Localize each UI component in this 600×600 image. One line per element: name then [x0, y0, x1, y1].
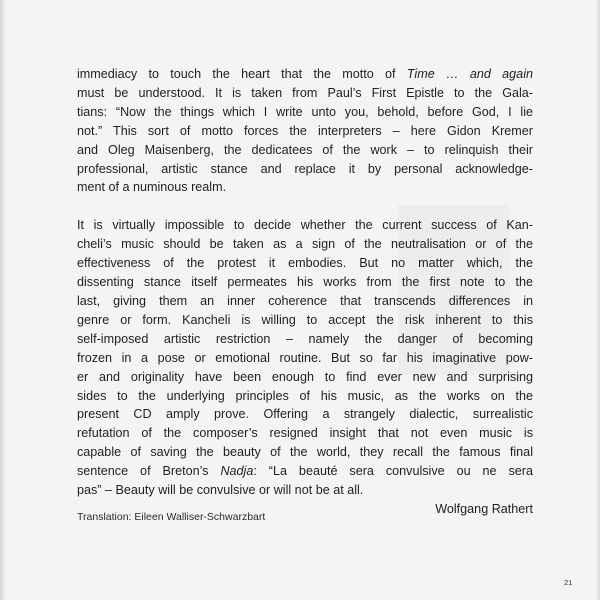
- text-line: [77, 311, 533, 330]
- text-run: frozen in a pose or emotional routine. But so far his imaginative pow-: [77, 350, 533, 365]
- italic-title: Time … and again: [406, 67, 533, 81]
- paragraph-motto: [77, 65, 533, 197]
- page-number: 21: [564, 578, 573, 587]
- text-line: [77, 235, 533, 254]
- text-line: [77, 122, 533, 141]
- text-run: immediacy to touch the heart that the motto of: [77, 67, 407, 81]
- italic-title: Nadja: [220, 464, 254, 479]
- text-line: [77, 273, 533, 292]
- text-run: tians: “Now the things which I write unto you, behold, before God, I lie: [77, 104, 533, 119]
- text-run: not.” This sort of motto forces the interpreters – here Gidon Kremer: [77, 123, 533, 138]
- text-line: [77, 178, 533, 197]
- text-line: [77, 368, 533, 387]
- text-run: It is virtually impossible to decide whether the current success of Kan-: [77, 218, 533, 233]
- text-line: [77, 216, 533, 235]
- author-signature: Wolfgang Rathert: [435, 501, 533, 516]
- translation-credit: Translation: Eileen Walliser-Schwarzbart: [77, 511, 266, 523]
- text-line: [77, 424, 533, 443]
- paragraph-gap: [77, 197, 533, 216]
- text-line: [77, 330, 533, 349]
- text-run: dissenting stance itself permeates his works from the first note to the: [77, 275, 533, 290]
- text-run: sentence of Breton’s: [77, 464, 221, 479]
- text-run: professional, artistic stance and replace it by personal acknowledge-: [77, 161, 533, 176]
- text-line: [77, 254, 533, 273]
- text-run: last, giving them an inner coherence that transcends differences in: [77, 293, 533, 308]
- text-run: effectiveness of the protest it embodies. But no matter which, the: [77, 256, 533, 271]
- text-run: genre or form. Kancheli is willing to accept the risk inherent to this: [77, 312, 533, 327]
- text-run: sides to the underlying principles of his music, as the works on the: [77, 388, 533, 403]
- text-line: [77, 84, 533, 103]
- text-line: [77, 349, 533, 368]
- text-line: [77, 141, 533, 160]
- text-line: [77, 65, 533, 84]
- essay-text: [77, 65, 533, 519]
- text-run: refutation of the composer’s resigned insight that not even music is: [77, 426, 533, 441]
- right-edge-shadow: [595, 0, 600, 600]
- text-run: er and originality have been enough to find ever new and surprising: [77, 369, 533, 384]
- text-line: [77, 292, 533, 311]
- text-line: [77, 443, 533, 462]
- text-line: [77, 103, 533, 122]
- text-run: cheli’s music should be taken as a sign of the neutralisation or of the: [77, 237, 533, 252]
- text-run: : “La beauté sera convulsive ou ne sera: [253, 464, 533, 479]
- left-edge-shadow: [0, 0, 6, 600]
- text-run: capable of saving the beauty of the world, they recall the famous final: [77, 445, 533, 460]
- text-run: pas” – Beauty will be convulsive or will not be at all.: [77, 483, 364, 498]
- text-run: present CD amply prove. Offering a strangely dialectic, surrealistic: [77, 407, 533, 422]
- paragraph-reception: [77, 216, 533, 500]
- text-line: [77, 405, 533, 424]
- text-line: [77, 160, 533, 179]
- text-run: and Oleg Maisenberg, the dedicatees of the work – to relinquish their: [77, 142, 533, 157]
- text-run: ment of a numinous realm.: [77, 180, 227, 195]
- text-run: self-imposed artistic restriction – namely the danger of becoming: [77, 331, 533, 346]
- text-run: must be understood. It is taken from Paul’s First Epistle to the Gala-: [77, 85, 533, 100]
- text-line: [77, 481, 533, 500]
- text-line: [77, 387, 533, 406]
- text-line: [77, 462, 533, 481]
